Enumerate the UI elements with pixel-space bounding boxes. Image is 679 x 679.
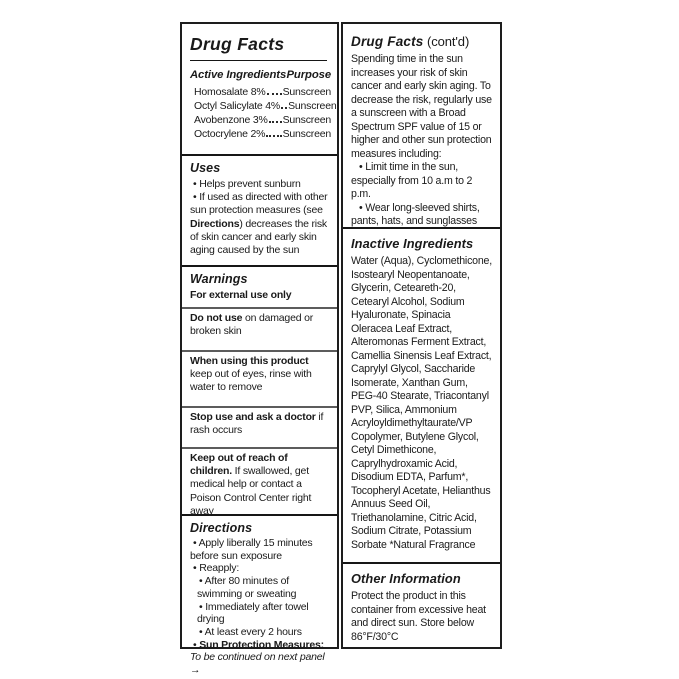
dotted-leader	[267, 93, 282, 95]
warnings-heading: Warnings	[190, 272, 248, 286]
inactive-ingredients-list: Water (Aqua), Cyclomethicone, Isostearyl Neopentanoate, Glycerin, Ceteareth-20, Cetearyl Alcohol, Sodium Hyaluronate, Spinacia Oleracea Leaf Extract, Alteromonas Ferment Extract, Camellia Sinensis Leaf Extract, Caprylyl Glycol, Saccharide Isomerate, Xanthan Gum, PEG-40 Stearate, Triacontanyl PVP, Silica, Ammonium Acryloyldimethyltaurate/VP Copolymer, Butylene Glycol, Cetyl Dimethicone, Caprylhydroxamic Acid, Disodium EDTA, Parfum*, Tocopheryl Acetate, Helianthus Annuus Seed Oil, Triethanolamine, Citric Acid, Sodium Citrate, Potassium Sorbate *Natural Fragrance	[351, 255, 492, 551]
inactive-ingredients-section	[343, 229, 500, 562]
warning-lead: Stop use and ask a doctor	[190, 411, 316, 423]
uses-bullet: • Helps prevent sunburn	[193, 178, 301, 190]
warning-text: If swallowed, get medical help or contact a Poison Control Center right away	[190, 465, 312, 517]
warning-item	[182, 449, 337, 517]
warnings-section	[182, 267, 337, 307]
active-ingredients-header	[190, 69, 331, 81]
table-row	[190, 85, 331, 99]
drug-facts-title: Drug Facts	[190, 34, 285, 54]
directions-sub-bullet: • Immediately after towel drying	[197, 600, 309, 626]
ingredient-purpose: Sunscreen	[282, 86, 331, 98]
warning-lead: When using this product	[190, 355, 309, 367]
ingredient-purpose: Sunscreen	[288, 100, 337, 112]
directions-bullet: • Apply liberally 15 minutes before sun exposure	[190, 537, 313, 562]
uses-heading: Uses	[190, 161, 221, 175]
sun-protection-measures-label: Sun Protection Measures:	[199, 638, 324, 651]
table-row	[190, 127, 331, 141]
warning-text: on damaged or broken skin	[190, 312, 314, 338]
other-information-section	[343, 564, 500, 647]
warning-item	[182, 408, 337, 447]
ingredient-name: Avobenzone 3%	[194, 114, 268, 126]
directions-sub-bullet: • At least every 2 hours	[199, 625, 302, 638]
external-use-statement: For external use only	[190, 289, 292, 301]
dotted-leader	[281, 107, 287, 109]
ingredient-name: Homosalate 8%	[194, 86, 266, 98]
uses-text: • If used as directed with other sun protection measures (see	[190, 191, 328, 217]
directions-section	[182, 516, 337, 677]
ingredient-name: Octyl Salicylate 4%	[194, 100, 281, 112]
ingredient-purpose: Sunscreen	[282, 114, 331, 126]
sun-risk-text: Spending time in the sun increases your risk of skin cancer and early skin aging. To decrease the risk, regularly use a sunscreen with a Broad Spectrum SPF value of 15 or higher and other sun protection measures including:	[351, 53, 492, 160]
active-ingredients-section	[182, 24, 337, 154]
table-row	[190, 113, 331, 127]
directions-sub-bullet: • After 80 minutes of swimming or sweating	[197, 575, 297, 600]
sun-risk-bullet: • Wear long-sleeved shirts, pants, hats, and sunglasses	[351, 201, 480, 227]
directions-bullet: • Reapply:	[193, 562, 240, 575]
uses-section	[182, 156, 337, 265]
title-divider	[190, 60, 327, 61]
dotted-leader	[269, 121, 282, 123]
drug-facts-title-contd: Drug Facts	[351, 34, 424, 49]
drug-facts-contd-title	[351, 27, 494, 49]
drug-facts-right-panel	[341, 22, 502, 649]
contd-suffix: (cont'd)	[423, 34, 470, 49]
uses-directions-ref: Directions	[190, 217, 240, 230]
warning-text: keep out of eyes, rinse with water to remove	[190, 368, 312, 394]
ingredient-name: Octocrylene 2%	[194, 128, 266, 140]
drug-facts-left-panel	[180, 22, 339, 677]
warning-text: if rash occurs	[190, 411, 324, 437]
uses-text: ) decreases the risk of skin cancer and early skin aging caused by the sun	[190, 217, 327, 257]
table-row	[190, 99, 337, 113]
sun-risk-bullet: • Limit time in the sun, especially from 10 a.m to 2 p.m.	[351, 161, 473, 200]
inactive-ingredients-heading: Inactive Ingredients	[351, 236, 474, 251]
sun-risk-section	[343, 24, 500, 227]
dotted-leader	[266, 135, 281, 137]
directions-heading: Directions	[190, 521, 253, 535]
other-information-heading: Other Information	[351, 571, 461, 586]
warning-lead: Keep out of reach of children.	[190, 452, 288, 478]
bullet-glyph: •	[193, 638, 200, 651]
warning-item	[182, 309, 337, 350]
purpose-heading: Purpose	[286, 69, 331, 81]
directions-bullet	[190, 639, 331, 652]
warning-item	[182, 352, 337, 406]
active-ingredients-heading: Active Ingredients	[190, 69, 287, 81]
ingredient-purpose: Sunscreen	[282, 128, 331, 140]
uses-bullet	[190, 191, 331, 257]
continued-note: To be continued on next panel →	[190, 651, 325, 677]
warning-lead: Do not use	[190, 312, 243, 324]
other-information-text: Protect the product in this container from excessive heat and direct sun. Store below 86°F/30°C	[351, 590, 486, 643]
